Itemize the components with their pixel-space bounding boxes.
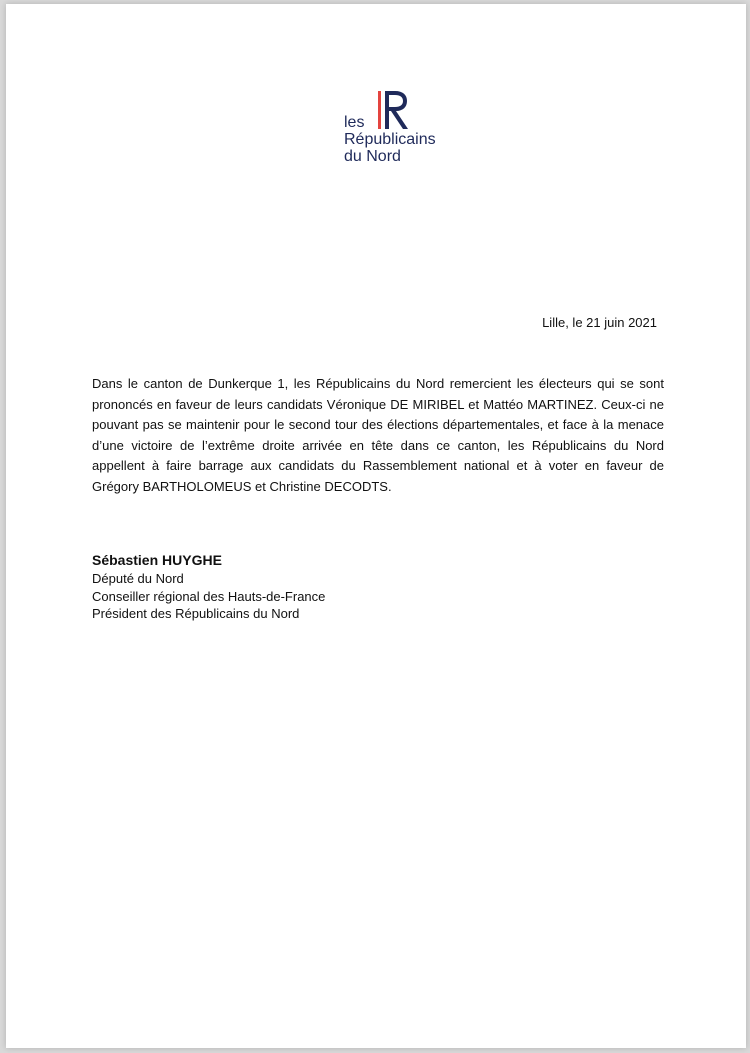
party-logo bbox=[344, 90, 454, 170]
letter-body: Dans le canton de Dunkerque 1, les Républicains du Nord remercient les électeurs qui se sont prononcés en faveur de leurs candidats Véronique DE MIRIBEL et Mattéo MARTINEZ. Ceux-ci ne pouvant pas se maintenir pour le second tour des élections départementales, et face à la menace d’une victoire de l’extrême droite arrivée en tête dans ce canton, les Républicains du Nord appellent à faire barrage aux candidats du Rassemblement national et à voter en faveur de Grégory BARTHOLOMEUS et Christine DECODTS. bbox=[92, 376, 664, 494]
signatory-title-1: Député du Nord bbox=[92, 571, 184, 586]
logo-text-republicains: Républicains bbox=[344, 131, 436, 148]
letter-page bbox=[6, 4, 746, 1048]
letter-date: Lille, le 21 juin 2021 bbox=[542, 315, 657, 330]
signatory-title-2: Conseiller régional des Hauts-de-France bbox=[92, 588, 326, 604]
lr-logo-mark-icon bbox=[375, 91, 415, 129]
logo-text-du-nord: du Nord bbox=[344, 148, 401, 165]
signature-block bbox=[92, 550, 325, 623]
signatory-name: Sébastien HUYGHE bbox=[92, 552, 222, 568]
signatory-title-3: Président des Républicains du Nord bbox=[92, 606, 300, 621]
logo-text-les: les bbox=[344, 114, 365, 131]
